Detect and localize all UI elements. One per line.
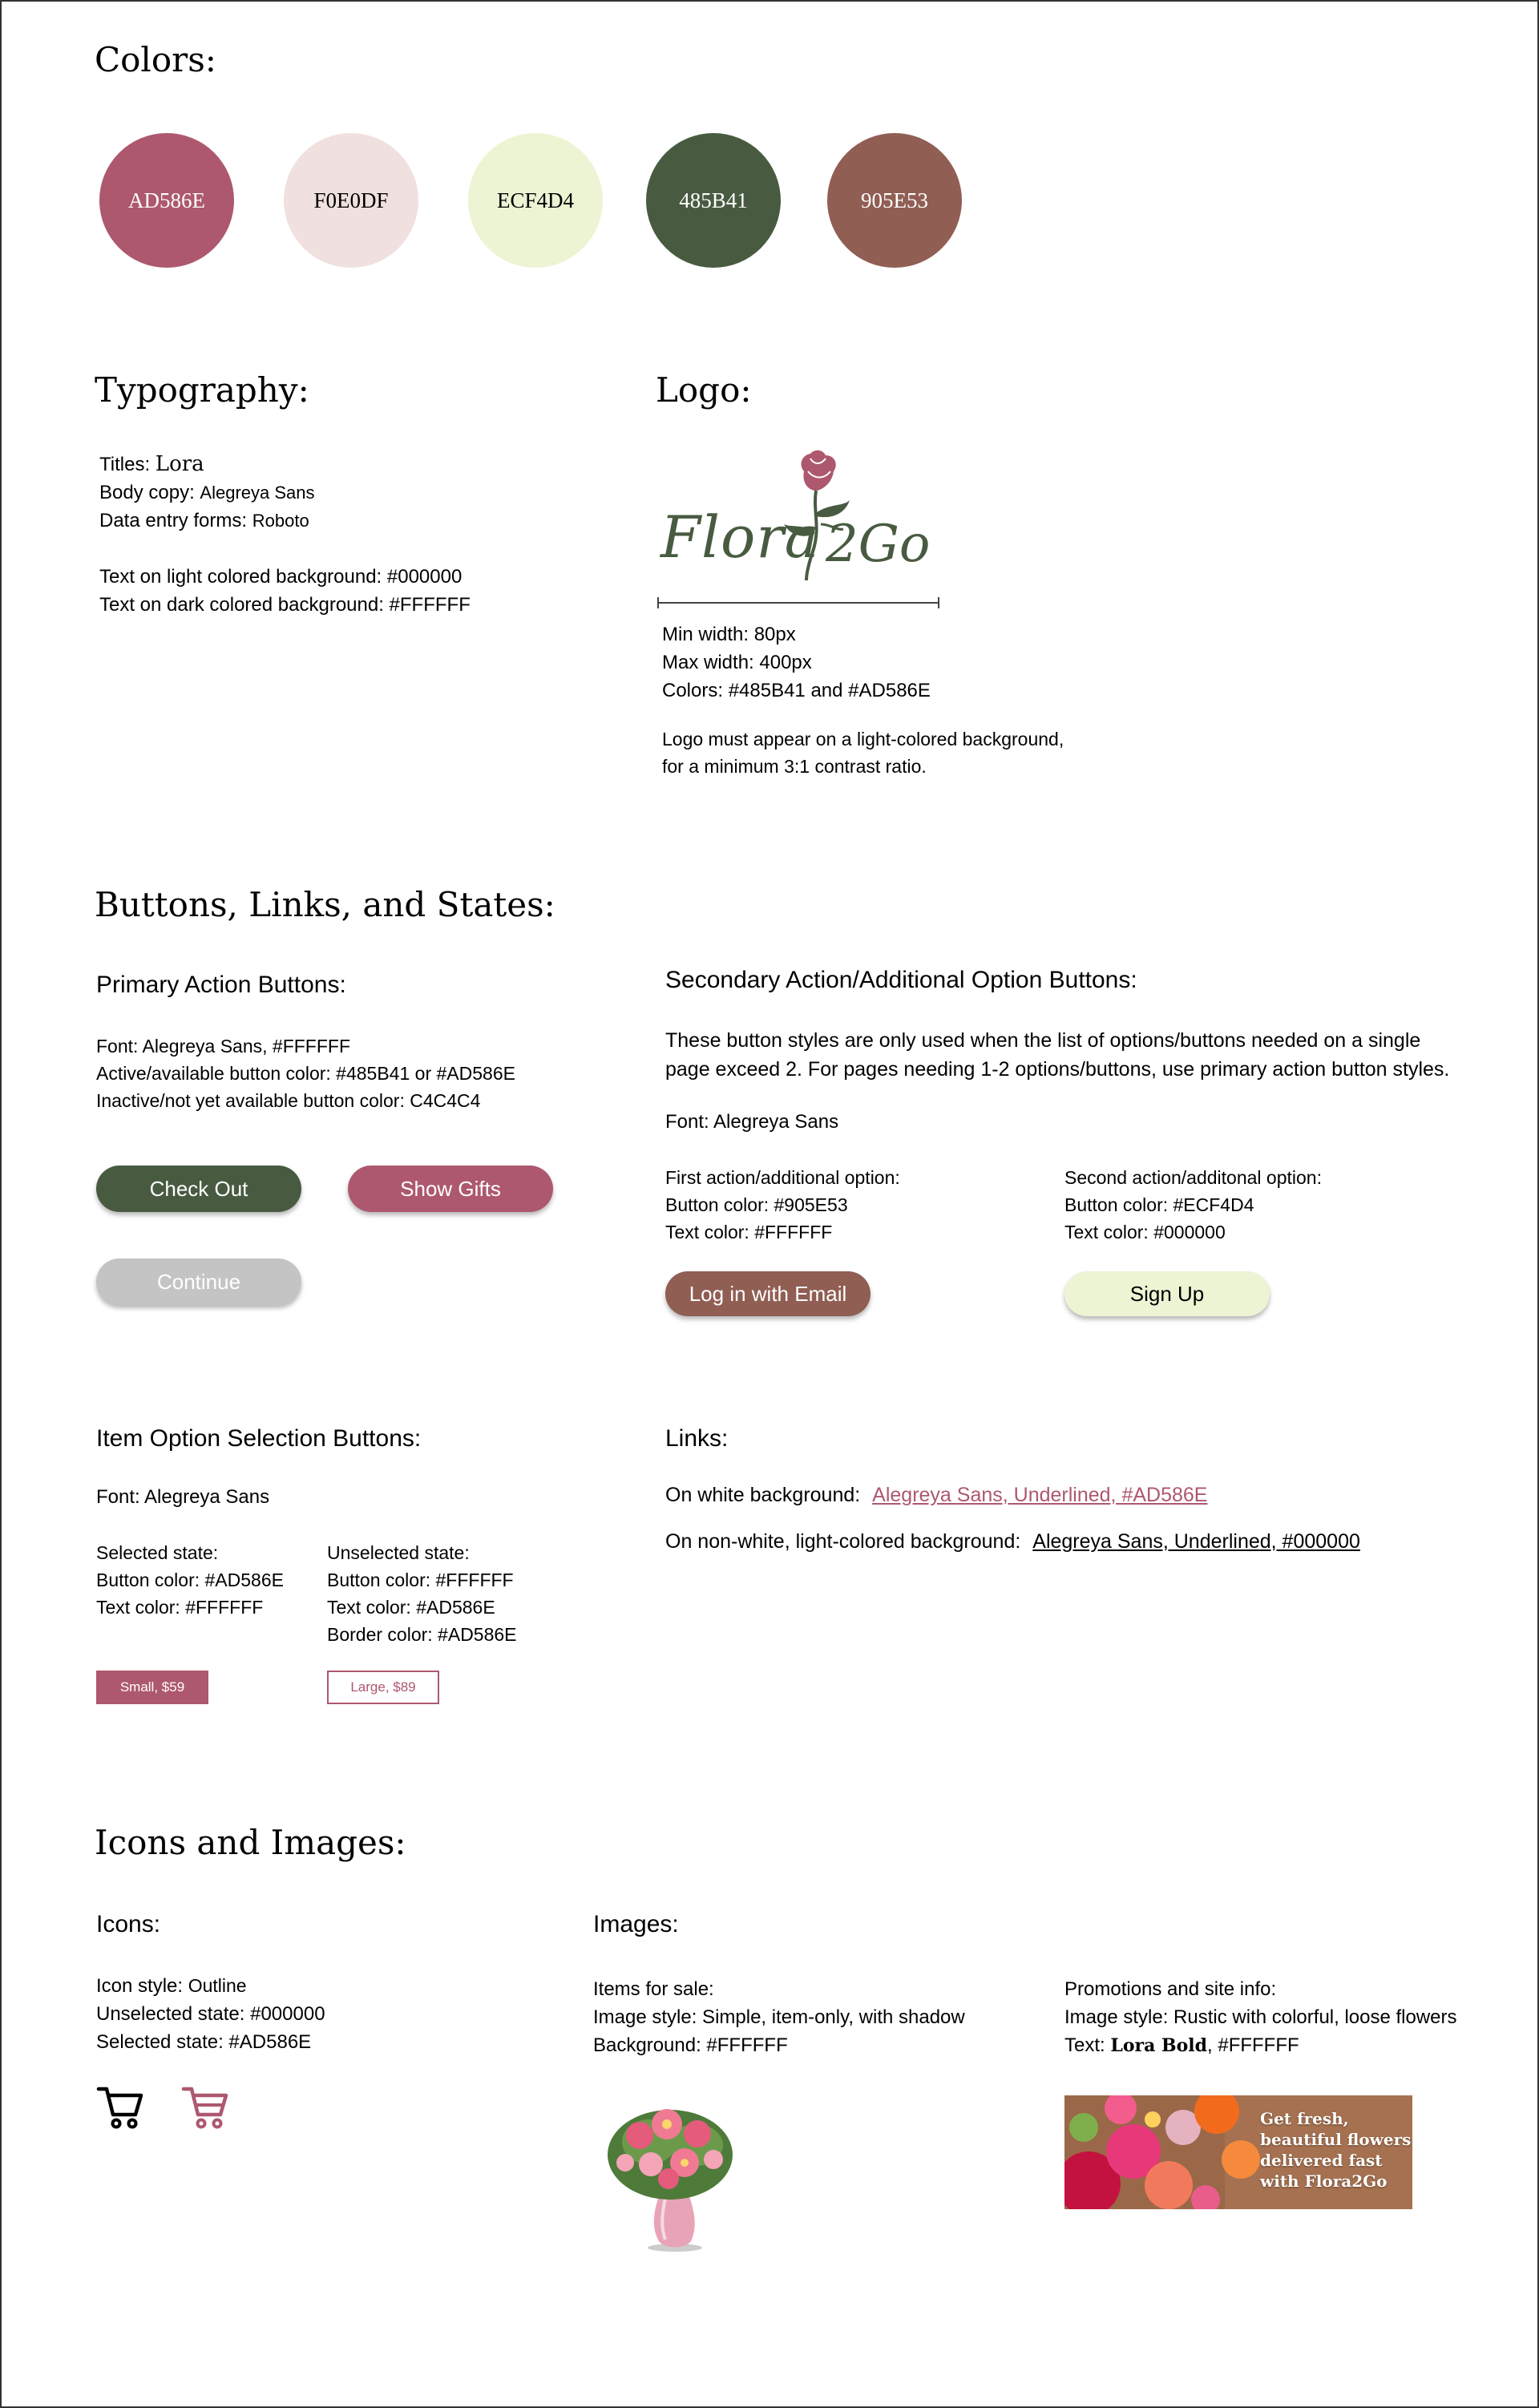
item-option-buttons-heading: Item Option Selection Buttons: bbox=[96, 1425, 422, 1452]
items-background: Background: #FFFFFF bbox=[593, 2034, 788, 2056]
banner-line2: beautiful flowers bbox=[1260, 2130, 1412, 2149]
bouquet-product-image bbox=[601, 2086, 737, 2254]
link-nonwhite-bg-label: On non-white, light-colored background: bbox=[665, 1530, 1021, 1553]
link-white-bg-example[interactable]: Alegreya Sans, Underlined, #AD586E bbox=[872, 1484, 1208, 1506]
second-option-text: Text color: #000000 bbox=[1064, 1222, 1226, 1242]
unselected-state-color: Button color: #FFFFFF bbox=[327, 1570, 514, 1590]
promo-text-spec bbox=[1064, 2031, 1457, 2060]
secondary-desc-line2: page exceed 2. For pages needing 1-2 options/buttons, use primary action button styles. bbox=[665, 1058, 1450, 1081]
cart-icon-selected[interactable] bbox=[181, 2083, 229, 2131]
option-large-unselected-button[interactable]: Large, $89 bbox=[327, 1671, 439, 1704]
banner-line4: with Flora2Go bbox=[1260, 2172, 1388, 2191]
secondary-desc-line1: These button styles are only used when the list of options/buttons needed on a single bbox=[665, 1029, 1421, 1052]
swatch-ad586e bbox=[99, 133, 234, 268]
forms-label: Data entry forms: bbox=[99, 510, 248, 531]
logo-wordmark-right: 2Go bbox=[826, 515, 931, 574]
flower-bouquet-icon bbox=[601, 2086, 737, 2254]
logo-colors: Colors: #485B41 and #AD586E bbox=[662, 680, 931, 701]
swatch-ecf4d4 bbox=[468, 133, 603, 268]
icon-style-label: Icon style: bbox=[96, 1975, 184, 1997]
secondary-font-spec: Font: Alegreya Sans bbox=[665, 1111, 839, 1133]
icon-style-spec bbox=[96, 1972, 325, 2000]
first-option-specs bbox=[665, 1164, 900, 1246]
unselected-state-text: Text color: #AD586E bbox=[327, 1597, 495, 1618]
promo-image-style: Image style: Rustic with colorful, loose flowers bbox=[1064, 2006, 1457, 2028]
first-option-text: Text color: #FFFFFF bbox=[665, 1222, 833, 1242]
banner-line3: delivered fast bbox=[1260, 2151, 1383, 2170]
item-option-font-spec: Font: Alegreya Sans bbox=[96, 1486, 270, 1508]
first-option-title: First action/additional option: bbox=[665, 1167, 900, 1188]
promo-title: Promotions and site info: bbox=[1064, 1978, 1277, 2000]
logo-heading: Logo: bbox=[656, 370, 752, 410]
titles-value: Lora bbox=[155, 452, 204, 476]
logo-wordmark-left: Flora bbox=[660, 503, 820, 571]
titles-label: Titles: bbox=[99, 454, 151, 475]
selected-state-text: Text color: #FFFFFF bbox=[96, 1597, 264, 1618]
links-heading: Links: bbox=[665, 1425, 729, 1452]
icons-specs bbox=[96, 1972, 325, 2056]
typography-heading: Typography: bbox=[95, 370, 309, 410]
swatch-label: AD586E bbox=[128, 188, 205, 212]
continue-button-disabled[interactable]: Continue bbox=[96, 1259, 301, 1305]
icons-subheading: Icons: bbox=[96, 1911, 161, 1937]
selected-state-color: Button color: #AD586E bbox=[96, 1570, 284, 1590]
shopping-cart-icon bbox=[181, 2083, 229, 2131]
secondary-buttons-heading: Secondary Action/Additional Option Buttons: bbox=[665, 967, 1137, 993]
promo-banner-text bbox=[1260, 2108, 1411, 2192]
icons-images-heading: Icons and Images: bbox=[95, 1823, 406, 1862]
items-image-specs bbox=[593, 1975, 965, 2059]
body-value: Alegreya Sans bbox=[200, 483, 315, 503]
primary-buttons-heading: Primary Action Buttons: bbox=[96, 972, 346, 998]
logo-max-width: Max width: 400px bbox=[662, 652, 812, 673]
icon-unselected-spec: Unselected state: #000000 bbox=[96, 2003, 325, 2025]
logo-min-width: Min width: 80px bbox=[662, 624, 796, 645]
check-out-button[interactable]: Check Out bbox=[96, 1166, 301, 1212]
titles-spec bbox=[99, 450, 471, 479]
swatch-label: F0E0DF bbox=[313, 188, 389, 212]
light-bg-text-spec: Text on light colored background: #000000 bbox=[99, 566, 463, 588]
promo-image-specs bbox=[1064, 1975, 1457, 2060]
promo-text-font: Lora Bold bbox=[1110, 2035, 1208, 2056]
unselected-state-border: Border color: #AD586E bbox=[327, 1624, 517, 1645]
cart-icon-unselected[interactable] bbox=[96, 2083, 144, 2131]
secondary-buttons-description bbox=[665, 1026, 1449, 1084]
second-option-title: Second action/additonal option: bbox=[1064, 1167, 1322, 1188]
swatch-f0e0df bbox=[284, 133, 418, 268]
buttons-heading: Buttons, Links, and States: bbox=[95, 885, 555, 924]
flora2go-logo bbox=[657, 447, 946, 584]
swatch-label: 905E53 bbox=[861, 188, 928, 212]
logo-note-line2: for a minimum 3:1 contrast ratio. bbox=[662, 756, 927, 777]
logo-specs bbox=[662, 620, 1064, 780]
swatch-label: 485B41 bbox=[679, 188, 748, 212]
swatch-485b41 bbox=[646, 133, 781, 268]
items-title: Items for sale: bbox=[593, 1978, 714, 2000]
first-option-color: Button color: #905E53 bbox=[665, 1194, 848, 1215]
shopping-cart-icon bbox=[96, 2083, 144, 2131]
link-nonwhite-bg-example[interactable]: Alegreya Sans, Underlined, #000000 bbox=[1032, 1530, 1360, 1553]
promo-banner-image bbox=[1064, 2095, 1412, 2209]
second-option-color: Button color: #ECF4D4 bbox=[1064, 1194, 1254, 1215]
dark-bg-text-spec: Text on dark colored background: #FFFFFF bbox=[99, 594, 471, 616]
items-image-style: Image style: Simple, item-only, with shadow bbox=[593, 2006, 965, 2028]
swatch-label: ECF4D4 bbox=[496, 188, 575, 212]
show-gifts-button[interactable]: Show Gifts bbox=[348, 1166, 553, 1212]
primary-active-spec: Active/available button color: #485B41 or #AD586E bbox=[96, 1063, 515, 1084]
link-nonwhite-bg-row bbox=[665, 1528, 1360, 1556]
promo-text-label: Text: bbox=[1064, 2034, 1105, 2056]
selected-state-title: Selected state: bbox=[96, 1542, 219, 1563]
typography-specs bbox=[99, 450, 471, 619]
icon-style-value: Outline bbox=[188, 1975, 247, 1996]
logo-width-indicator bbox=[657, 597, 939, 608]
link-white-bg-row bbox=[665, 1481, 1207, 1509]
sign-up-button[interactable]: Sign Up bbox=[1064, 1271, 1270, 1316]
body-label: Body copy: bbox=[99, 482, 195, 503]
link-white-bg-label: On white background: bbox=[665, 1484, 861, 1506]
images-subheading: Images: bbox=[593, 1911, 679, 1937]
body-spec bbox=[99, 479, 471, 507]
primary-inactive-spec: Inactive/not yet available button color: C4C4C4 bbox=[96, 1090, 481, 1111]
forms-value: Roboto bbox=[252, 511, 309, 531]
unselected-state-title: Unselected state: bbox=[327, 1542, 470, 1563]
primary-font-spec: Font: Alegreya Sans, #FFFFFF bbox=[96, 1036, 350, 1057]
promo-text-color: , #FFFFFF bbox=[1207, 2034, 1299, 2056]
unselected-state-specs bbox=[327, 1539, 517, 1648]
swatch-905e53 bbox=[827, 133, 962, 268]
banner-line1: Get fresh, bbox=[1260, 2109, 1349, 2128]
selected-state-specs bbox=[96, 1539, 284, 1621]
colors-heading: Colors: bbox=[95, 40, 216, 79]
log-in-with-email-button[interactable]: Log in with Email bbox=[665, 1271, 870, 1316]
second-option-specs bbox=[1064, 1164, 1322, 1246]
logo-note-line1: Logo must appear on a light-colored background, bbox=[662, 729, 1064, 749]
icon-selected-spec: Selected state: #AD586E bbox=[96, 2031, 312, 2053]
primary-buttons-specs bbox=[96, 1032, 515, 1114]
option-small-selected-button[interactable]: Small, $59 bbox=[96, 1671, 208, 1704]
forms-spec bbox=[99, 507, 471, 535]
